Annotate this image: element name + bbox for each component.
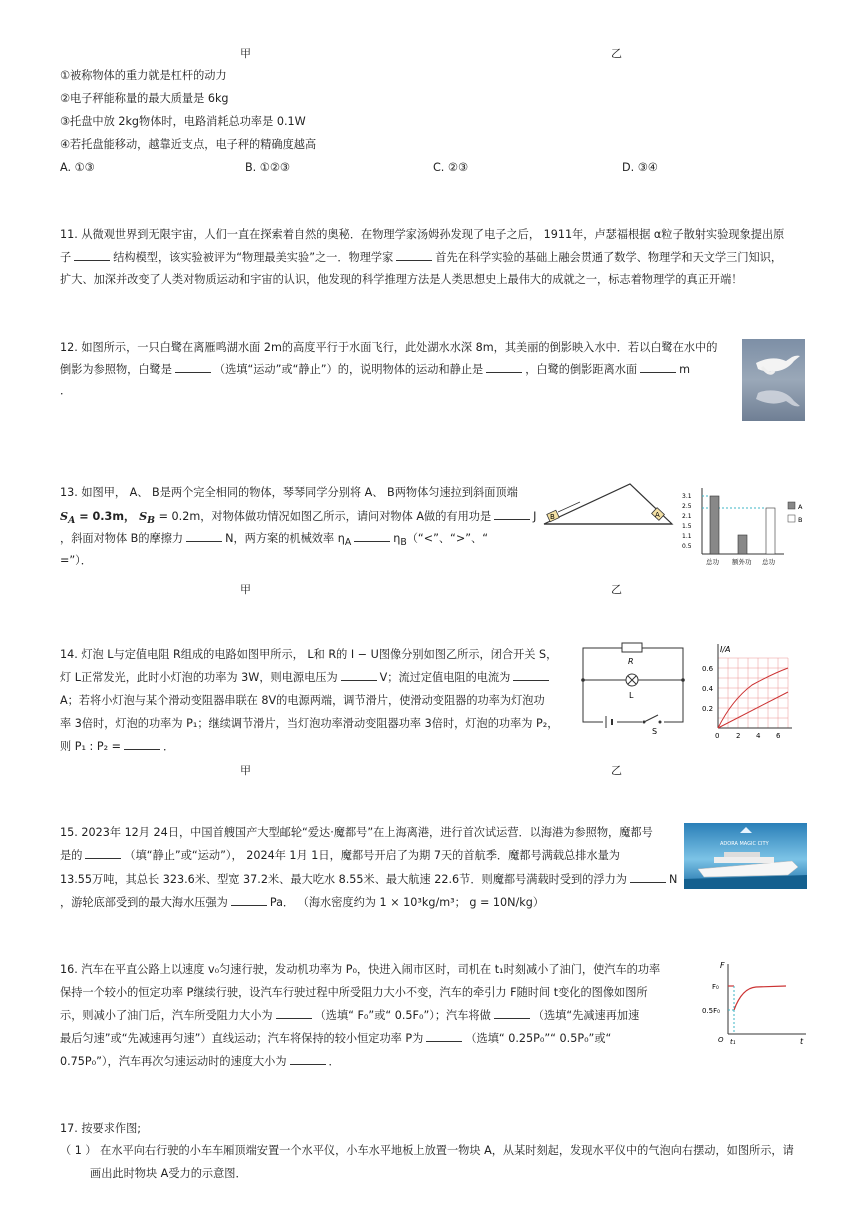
q15-line3: [60, 870, 677, 890]
q13-text: ，斜面对物体 B的摩擦力: [60, 532, 184, 545]
q12-text: ，白鹭的倒影距离水面: [525, 363, 638, 376]
x-label: 总功: [762, 558, 775, 566]
q13-text: = 0.2m，对物体做功情况如图乙所示，请问对物体 A做的有用功是: [155, 510, 492, 523]
answer-blank[interactable]: [630, 872, 666, 883]
cruise-ship-photo: [684, 823, 807, 889]
q11-line3: 扩大、加深并改变了人类对物质运动和宇宙的认识，他发现的科学推理方法是人类思想史上最伟大的成就之一，标志着物理学的真正开端！: [60, 273, 743, 286]
q14-text: ．: [163, 740, 175, 753]
block-b-label: B: [550, 513, 555, 521]
egret-photo: [742, 339, 805, 421]
q12-line2: [60, 360, 690, 380]
x-tick: 6: [776, 732, 781, 740]
option-d: D. ③④: [622, 161, 658, 174]
statement-2: ②电子秤能称量的最大质量是 6kg: [60, 92, 229, 105]
answer-blank[interactable]: [341, 670, 377, 681]
answer-blank[interactable]: [175, 362, 211, 373]
answer-blank[interactable]: [85, 848, 121, 859]
q12-text: m: [679, 363, 690, 376]
q17-line3: 画出此时物块 A受力的示意图．: [90, 1167, 247, 1180]
q16-line2: 保持一个较小的恒定功率 P继续行驶，设汽车行驶过程中所受阻力大小不变，汽车的牵引力 F随时间 t变化的图像如图所: [60, 986, 648, 999]
figure-caption-jia: 甲: [240, 47, 251, 60]
q16-text: （选填“ 0.25P₀”“ 0.5P₀”或“: [465, 1032, 612, 1045]
q13-text: J: [533, 510, 537, 523]
half-f0-label: 0.5F₀: [702, 1007, 720, 1015]
q15-text: N: [668, 873, 678, 886]
q12-line3: ．: [60, 384, 72, 397]
y-tick: 0.4: [702, 685, 714, 693]
legend-b: B: [798, 516, 803, 524]
q13-text: S: [139, 509, 148, 523]
q12-line1: 12. 如图所示，一只白鹭在离雁鸣湖水面 2m的高度平行于水面飞行，此处湖水水深 8m，其美丽的倒影映入水中．若以白鹭在水中的: [60, 341, 718, 354]
answer-blank[interactable]: [354, 531, 390, 542]
q15-text: 是的: [60, 849, 83, 862]
answer-blank[interactable]: [396, 250, 432, 261]
figure-caption-yi: 乙: [611, 583, 622, 596]
y-tick: 0.2: [702, 705, 714, 713]
q15-line1: 15. 2023年 12月 24日，中国首艘国产大型邮轮“爱达·魔都号”在上海离港，进行首次试运营．以海港为参照物，魔都号: [60, 826, 653, 839]
q13-text: η: [393, 532, 401, 545]
x-label: 总功: [706, 558, 719, 566]
f0-label: F₀: [712, 983, 719, 991]
statement-3: ③托盘中放 2kg物体时，电路消耗总功率是 0.1W: [60, 115, 306, 128]
q14-line5: [60, 737, 174, 757]
y-tick: 1.1: [682, 533, 692, 540]
figure-caption-yi: 乙: [611, 764, 622, 777]
q16-text: （选填“先减速再加速: [532, 1009, 640, 1022]
answer-blank[interactable]: [426, 1031, 462, 1042]
x-tick: 2: [736, 732, 741, 740]
answer-blank[interactable]: [74, 250, 110, 261]
y-tick: 1.5: [682, 523, 692, 530]
q13-text: S: [60, 509, 69, 523]
q16-text: 0.75P₀”），汽车再次匀速运动时的速度大小为: [60, 1055, 287, 1068]
iu-graph: [702, 640, 794, 742]
statement-1: ①被称物体的重力就是杠杆的动力: [60, 69, 227, 82]
q15-text: ，游轮底部受到的最大海水压强为: [60, 896, 228, 909]
x-tick: 4: [756, 732, 761, 740]
answer-blank[interactable]: [513, 670, 549, 681]
answer-blank[interactable]: [640, 362, 676, 373]
q13-line3: [60, 529, 488, 553]
q16-line5: [60, 1052, 340, 1072]
answer-blank[interactable]: [186, 531, 222, 542]
q14-line4: 率 3倍时，灯泡的功率为 P₁；继续调节滑片，当灯泡功率滑动变阻器功率 3倍时，灯泡的功率为 P₂，: [60, 717, 559, 730]
y-axis-label: I/A: [720, 645, 731, 654]
q11-line2: [60, 248, 782, 268]
q16-text: 示，则减小了油门后，汽车所受阻力大小为: [60, 1009, 273, 1022]
incline-diagram: [540, 480, 675, 530]
q15-line2: [60, 846, 620, 866]
q16-text: （选填“ F₀”或“ 0.5F₀”）；汽车将做: [314, 1009, 491, 1022]
q14-text: 则 P₁ : P₂ =: [60, 740, 122, 753]
answer-blank[interactable]: [494, 1008, 530, 1019]
y-tick: 2.1: [682, 513, 692, 520]
ship-logo-text: ADORA MAGIC CITY: [720, 841, 769, 847]
bar-a-total: [710, 496, 719, 554]
option-a: A. ①③: [60, 161, 95, 174]
q16-text: 最后匀速”或“先减速再匀速”）直线运动；汽车将保持的较小恒定功率 P为: [60, 1032, 424, 1045]
lamp-label: L: [629, 691, 634, 700]
q14-line1: 14. 灯泡 L与定值电阻 R组成的电路如图甲所示， L和 R的 I − U图像分别如图乙所示，闭合开关 S，: [60, 648, 558, 661]
q13-text: B: [147, 515, 156, 527]
circuit-diagram: [578, 640, 688, 735]
y-tick: 2.5: [682, 503, 692, 510]
q16-line4: [60, 1029, 611, 1049]
option-c: C. ②③: [433, 161, 468, 174]
legend-a: A: [798, 503, 803, 511]
resistor-label: R: [628, 657, 634, 666]
q15-text: 13.55万吨，其总长 323.6米、型宽 37.2米、最大吃水 8.55米、最大航速 22.6节．则魔都号满载时受到的浮力为: [60, 873, 627, 886]
bar-a-extra: [738, 535, 747, 554]
y-tick: 0.6: [702, 665, 714, 673]
option-b: B. ①②③: [245, 161, 290, 174]
q17-line1: 17. 按要求作图;: [60, 1122, 142, 1135]
origin-label: O: [718, 1036, 724, 1044]
x-label: 额外功: [732, 558, 752, 566]
force-time-graph: [700, 958, 810, 1046]
q16-text: ．: [328, 1055, 340, 1068]
q13-text: N，两方案的机械效率 η: [225, 532, 345, 545]
y-tick: 0.5: [682, 543, 692, 550]
x-tick: 0: [715, 732, 720, 740]
q16-line1: 16. 汽车在平直公路上以速度 v₀匀速行驶，发动机功率为 P₀，快进入闹市区时，司机在 t₁时刻减小了油门，使汽车的功率: [60, 963, 661, 976]
q11-line1: 11. 从微观世界到无限宇宙，人们一直在探索着自然的奥秘．在物理学家汤姆孙发现了电子之后， 1911年，卢瑟福根据 α粒子散射实验现象提出原: [60, 228, 785, 241]
q17-line2: （ 1 ） 在水平向右行驶的小车车厢顶端安置一个水平仪，小车水平地板上放置一物块 A，从某时刻起，发现水平仪中的气泡向右摆动，如图所示，请: [60, 1144, 794, 1157]
q14-line3: A；若将小灯泡与某个滑动变阻器串联在 8V的电源两端，调节滑片，使滑动变阻器的功率为灯泡功: [60, 694, 545, 707]
q14-line2: [60, 668, 552, 688]
answer-blank[interactable]: [290, 1054, 326, 1065]
x-axis-label: t: [800, 1037, 804, 1046]
q11-text: 子: [60, 251, 72, 264]
figure-caption-jia: 甲: [240, 764, 251, 777]
figure-caption-yi: 乙: [611, 47, 622, 60]
q12-text: （选填“运动”或“静止”）的，说明物体的运动和静止是: [213, 363, 484, 376]
block-a-label: A: [655, 511, 660, 519]
q14-text: 灯 L正常发光，此时小灯泡的功率为 3W，则电源电压为: [60, 671, 338, 684]
switch-label: S: [652, 727, 658, 735]
answer-blank[interactable]: [494, 509, 530, 520]
q13-text: = 0.3m，: [75, 510, 140, 523]
q15-line4: [60, 893, 544, 913]
answer-blank[interactable]: [231, 895, 267, 906]
statement-4: ④若托盘能移动，越靠近支点，电子秤的精确度越高: [60, 138, 317, 151]
q15-text: （填“静止”或“运动”）， 2024年 1月 1日，魔都号开启了为期 7天的首航季．魔都号满载总排水量为: [124, 849, 620, 862]
q11-text: 结构模型，该实验被评为“物理最美实验”之一．物理学家: [113, 251, 394, 264]
q13-line4: =”）．: [60, 554, 92, 567]
q15-text: Pa． （海水密度约为 1 × 10³kg/m³； g = 10N/kg）: [269, 896, 545, 909]
q13-text: A: [344, 537, 352, 549]
q16-line3: [60, 1006, 639, 1026]
answer-blank[interactable]: [486, 362, 522, 373]
q13-text: A: [68, 515, 76, 527]
work-bar-chart: [680, 486, 810, 566]
q14-text: V；流过定值电阻的电流为: [379, 671, 511, 684]
t1-label: t₁: [730, 1038, 736, 1046]
q12-text: 倒影为参照物，白鹭是: [60, 363, 172, 376]
q13-text: B: [400, 537, 407, 549]
q13-line2: [60, 506, 536, 531]
figure-caption-jia: 甲: [240, 583, 251, 596]
bar-b-total: [766, 508, 775, 554]
y-tick: 3.1: [682, 493, 692, 500]
q13-line1: 13. 如图甲， A、 B是两个完全相同的物体，琴琴同学分别将 A、 B两物体匀速拉到斜面顶端: [60, 486, 518, 499]
y-axis-label: F: [720, 961, 725, 970]
q11-text: 首先在科学实验的基础上融会贯通了数学、物理学和天文学三门知识，: [435, 251, 783, 264]
answer-blank[interactable]: [276, 1008, 312, 1019]
answer-blank[interactable]: [124, 739, 160, 750]
q13-text: （“<”、“>”、“: [406, 532, 489, 545]
